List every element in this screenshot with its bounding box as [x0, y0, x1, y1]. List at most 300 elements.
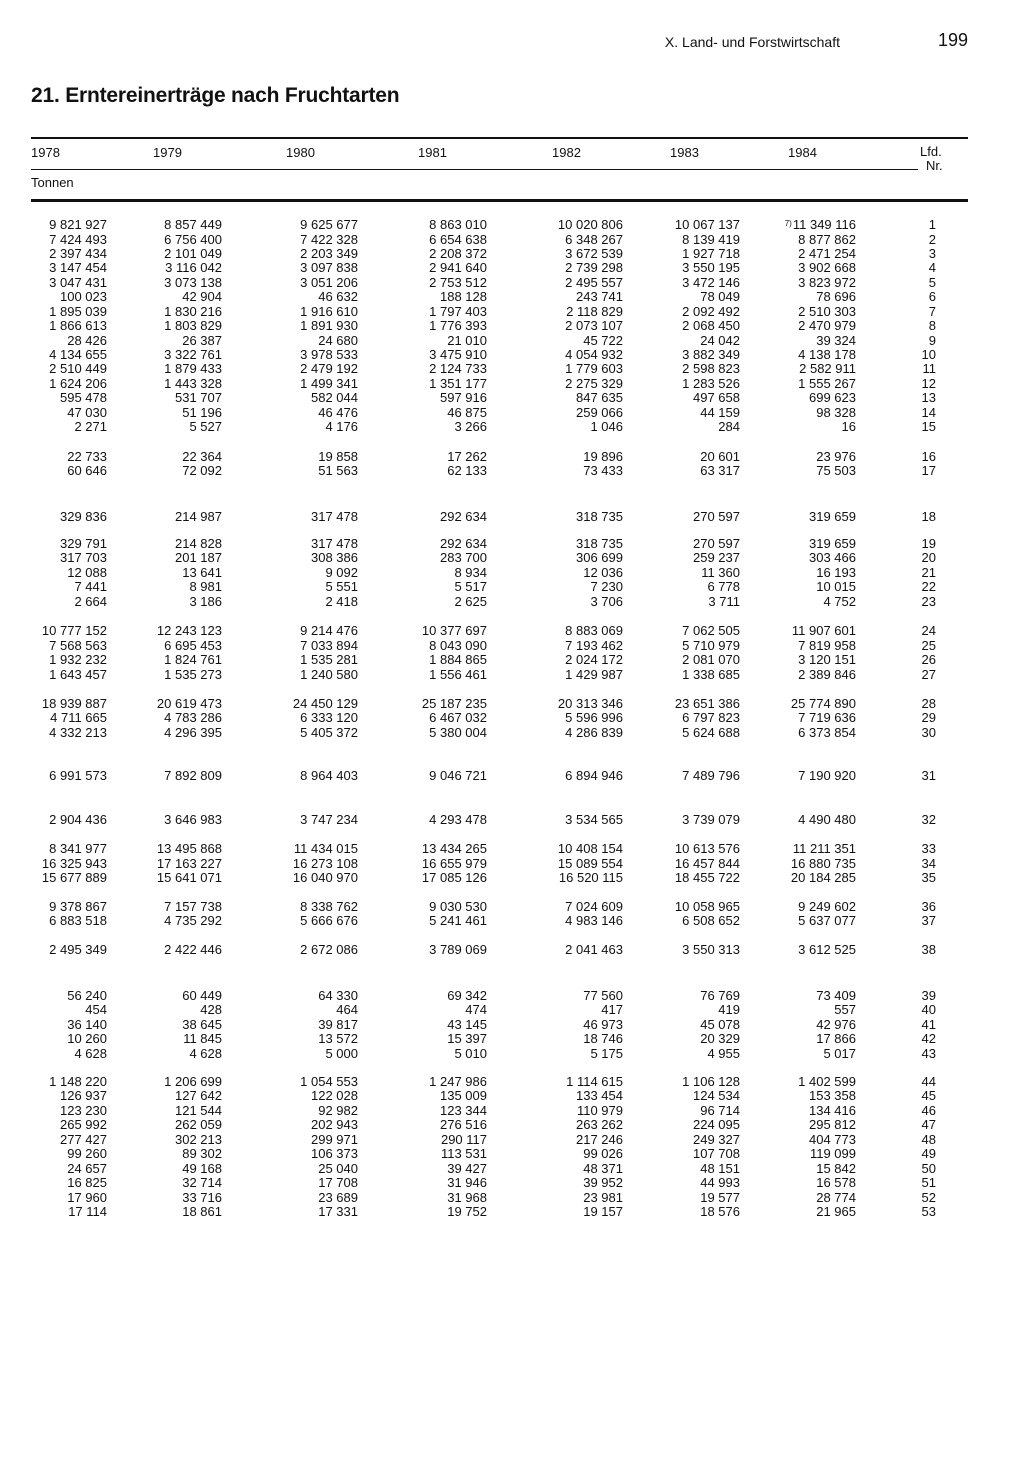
- cell-value: 4 711 665: [50, 710, 107, 725]
- table-cell-1980: [318, 334, 358, 348]
- table-cell-1983: [682, 653, 740, 667]
- table-cell-1984: [799, 362, 856, 376]
- header-rule: [31, 169, 918, 170]
- cell-value: 123 230: [60, 1103, 107, 1118]
- cell-value: 13 434 265: [421, 841, 487, 856]
- table-cell-1982: [558, 218, 623, 232]
- cell-value: 11 845: [183, 1031, 222, 1046]
- table-cell-1982: [565, 668, 623, 682]
- cell-value: 428: [200, 1002, 222, 1017]
- cell-value: 76 769: [700, 988, 740, 1003]
- cell-value: 16 825: [67, 1175, 107, 1190]
- cell-value: 63 317: [700, 463, 740, 478]
- cell-value: 317 703: [60, 550, 107, 565]
- table-cell-1978: [49, 247, 107, 261]
- cell-value: 9 821 927: [49, 217, 107, 232]
- cell-value: 92 982: [318, 1103, 358, 1118]
- table-cell-1981: [429, 900, 487, 914]
- table-cell-1978: [74, 1047, 107, 1061]
- row-number: 45: [921, 1088, 936, 1103]
- table-cell-1982: [583, 1162, 623, 1176]
- cell-value: 19 896: [583, 449, 623, 464]
- cell-value: 319 659: [809, 509, 856, 524]
- column-header-1984: 1984: [788, 145, 817, 160]
- cell-value: 4 735 292: [164, 913, 222, 928]
- table-cell-1982: [565, 653, 623, 667]
- table-cell-1978: [49, 218, 107, 232]
- table-cell-1983: [682, 726, 740, 740]
- table-cell-1981: [454, 595, 487, 609]
- table-cell-1983: [682, 362, 740, 376]
- row-number: 35: [921, 870, 936, 885]
- cell-value: 224 095: [693, 1117, 740, 1132]
- cell-value: 24 657: [67, 1161, 107, 1176]
- table-cell-1983: [707, 1047, 740, 1061]
- table-cell-1981: [422, 842, 487, 856]
- cell-value: 25 187 235: [421, 696, 487, 711]
- cell-value: 39 817: [318, 1017, 358, 1032]
- cell-value: 7 719 636: [798, 710, 856, 725]
- unit-label: Tonnen: [31, 175, 74, 190]
- row-number: 30: [921, 725, 936, 740]
- row-number: 40: [921, 1002, 936, 1017]
- table-cell-1978: [67, 1176, 107, 1190]
- column-header-1980: 1980: [286, 145, 315, 160]
- cell-value: 7 422 328: [300, 232, 358, 247]
- cell-value: 417: [601, 1002, 623, 1017]
- cell-value: 303 466: [809, 550, 856, 565]
- cell-value: 12 036: [583, 565, 623, 580]
- cell-value: 3 739 079: [682, 812, 740, 827]
- cell-value: 3 097 838: [300, 260, 358, 275]
- table-cell-1982: [565, 377, 623, 391]
- cell-value: 64 330: [318, 988, 358, 1003]
- table-cell-1980: [325, 595, 358, 609]
- cell-value: 51 196: [182, 405, 222, 420]
- table-cell-1978: [49, 726, 107, 740]
- cell-value: 39 952: [583, 1175, 623, 1190]
- table-cell-1984: [798, 261, 856, 275]
- cell-value: 16 325 943: [41, 856, 107, 871]
- cell-value: 16 273 108: [292, 856, 358, 871]
- cell-value: 2 753 512: [429, 275, 487, 290]
- cell-value: 17 114: [68, 1204, 107, 1219]
- cell-value: 3 646 983: [164, 812, 222, 827]
- table-cell-1982: [576, 406, 623, 420]
- table-cell-1982: [576, 510, 623, 524]
- cell-value: 6 333 120: [300, 710, 358, 725]
- table-cell-1983: [693, 1133, 740, 1147]
- cell-value: 6 508 652: [682, 913, 740, 928]
- table-cell-1979: [182, 989, 222, 1003]
- table-cell-1980: [336, 1003, 358, 1017]
- cell-value: 299 971: [311, 1132, 358, 1147]
- cell-value: 263 262: [576, 1117, 623, 1132]
- table-cell-1980: [311, 1147, 358, 1161]
- table-cell-1983: [675, 218, 740, 232]
- table-cell-1982: [576, 391, 623, 405]
- cell-value: 1 932 232: [49, 652, 107, 667]
- cell-value: 24 042: [700, 333, 740, 348]
- row-number: 13: [921, 390, 936, 405]
- cell-value: 20 184 285: [790, 870, 856, 885]
- row-number: 14: [921, 405, 936, 420]
- cell-value: 7 892 809: [164, 768, 222, 783]
- table-cell-1979: [175, 551, 222, 565]
- cell-value: 4 138 178: [798, 347, 856, 362]
- cell-value: 2 672 086: [300, 942, 358, 957]
- table-cell-1979: [164, 726, 222, 740]
- table-cell-1981: [429, 769, 487, 783]
- table-cell-1984: [791, 857, 856, 871]
- table-cell-1978: [68, 1205, 107, 1219]
- cell-value: 4 293 478: [429, 812, 487, 827]
- cell-value: 3 186: [189, 594, 222, 609]
- cell-value: 123 344: [440, 1103, 487, 1118]
- table-cell-1983: [700, 1176, 740, 1190]
- row-number: 19: [921, 536, 936, 551]
- cell-value: 329 836: [60, 509, 107, 524]
- table-cell-1980: [300, 319, 358, 333]
- cell-value: 2 397 434: [49, 246, 107, 261]
- table-cell-1979: [182, 1205, 222, 1219]
- table-cell-1982: [558, 697, 623, 711]
- cell-value: 46 476: [318, 405, 358, 420]
- table-cell-1983: [682, 348, 740, 362]
- cell-value: 7 190 920: [798, 768, 856, 783]
- table-cell-1983: [700, 1162, 740, 1176]
- cell-value: 9 030 530: [429, 899, 487, 914]
- cell-value: 19 157: [583, 1204, 623, 1219]
- cell-value: 1 054 553: [300, 1074, 358, 1089]
- table-cell-1980: [300, 943, 358, 957]
- cell-value: 6 695 453: [164, 638, 222, 653]
- table-cell-1980: [325, 420, 358, 434]
- cell-value: 2 510 449: [49, 361, 107, 376]
- cell-value: 1 824 761: [164, 652, 222, 667]
- table-cell-1983: [700, 464, 740, 478]
- table-cell-1983: [682, 624, 740, 638]
- cell-value: 1 106 128: [682, 1074, 740, 1089]
- cell-value: 106 373: [311, 1146, 358, 1161]
- table-cell-1980: [300, 726, 358, 740]
- table-cell-1979: [164, 769, 222, 783]
- table-cell-1982: [590, 1047, 623, 1061]
- table-cell-1982: [576, 1118, 623, 1132]
- cell-value: 292 634: [440, 509, 487, 524]
- table-cell-1978: [49, 668, 107, 682]
- cell-value: 16 578: [816, 1175, 856, 1190]
- cell-value: 9 249 602: [798, 899, 856, 914]
- cell-value: 119 099: [809, 1146, 856, 1161]
- row-number: 2: [928, 232, 936, 247]
- table-cell-1983: [682, 276, 740, 290]
- table-cell-1984: [798, 943, 856, 957]
- table-cell-1978: [49, 233, 107, 247]
- row-number: 6: [928, 289, 936, 304]
- table-cell-1983: [682, 261, 740, 275]
- cell-value: 16 655 979: [421, 856, 487, 871]
- cell-value: 107 708: [693, 1146, 740, 1161]
- cell-value: 2 471 254: [798, 246, 856, 261]
- table-cell-1979: [182, 450, 222, 464]
- cell-value: 7 157 738: [164, 899, 222, 914]
- cell-value: 1 776 393: [429, 318, 487, 333]
- row-number: 24: [921, 623, 936, 638]
- cell-value: 6 894 946: [565, 768, 623, 783]
- table-cell-1984: [798, 276, 856, 290]
- row-number: 46: [921, 1103, 936, 1118]
- table-cell-1983: [700, 1205, 740, 1219]
- table-cell-1979: [183, 1032, 222, 1046]
- cell-value: 1 206 699: [164, 1074, 222, 1089]
- cell-value: 9 378 867: [49, 899, 107, 914]
- row-number: 17: [921, 463, 936, 478]
- cell-value: 4 783 286: [164, 710, 222, 725]
- table-cell-1984: [816, 1191, 856, 1205]
- table-cell-1983: [693, 391, 740, 405]
- table-cell-1978: [49, 653, 107, 667]
- cell-value: 2 495 557: [565, 275, 623, 290]
- table-cell-1982: [583, 450, 623, 464]
- table-cell-1978: [60, 1133, 107, 1147]
- table-cell-1978: [60, 290, 107, 304]
- table-cell-1981: [429, 943, 487, 957]
- table-cell-1980: [325, 580, 358, 594]
- table-cell-1982: [583, 334, 623, 348]
- cell-value: 4 628: [189, 1046, 222, 1061]
- table-cell-1979: [164, 233, 222, 247]
- table-cell-1983: [682, 319, 740, 333]
- table-cell-1978: [60, 1089, 107, 1103]
- cell-value: 8 877 862: [798, 232, 856, 247]
- table-cell-1983: [675, 900, 740, 914]
- cell-value: 5 624 688: [682, 725, 740, 740]
- table-cell-1981: [447, 406, 487, 420]
- table-cell-1984: [798, 900, 856, 914]
- table-cell-1981: [422, 857, 487, 871]
- cell-value: 110 979: [576, 1103, 623, 1118]
- table-cell-1983: [700, 989, 740, 1003]
- table-cell-1978: [49, 639, 107, 653]
- cell-value: 1 895 039: [49, 304, 107, 319]
- table-cell-1978: [74, 595, 107, 609]
- cell-value: 1 535 281: [300, 652, 358, 667]
- cell-value: 283 700: [440, 550, 487, 565]
- table-cell-1980: [300, 914, 358, 928]
- cell-value: 2 495 349: [49, 942, 107, 957]
- table-cell-1983: [701, 566, 740, 580]
- table-cell-1982: [565, 261, 623, 275]
- cell-value: 1 429 987: [565, 667, 623, 682]
- cell-value: 16: [841, 419, 856, 434]
- table-cell-1982: [590, 595, 623, 609]
- cell-value: 22 733: [67, 449, 107, 464]
- cell-value: 113 531: [440, 1146, 487, 1161]
- table-cell-1984: [809, 1089, 856, 1103]
- cell-value: 135 009: [440, 1088, 487, 1103]
- cell-value: 46 973: [583, 1017, 623, 1032]
- table-cell-1980: [318, 406, 358, 420]
- cell-value: 597 916: [440, 390, 487, 405]
- table-cell-1982: [576, 537, 623, 551]
- cell-value: 6 654 638: [429, 232, 487, 247]
- table-cell-1984: [809, 537, 856, 551]
- table-cell-1978: [49, 813, 107, 827]
- cell-value: 4 286 839: [565, 725, 623, 740]
- row-number: 18: [921, 509, 936, 524]
- cell-value: 18 939 887: [41, 696, 107, 711]
- row-number: 11: [922, 361, 936, 376]
- table-cell-1979: [164, 348, 222, 362]
- cell-value: 26 387: [182, 333, 222, 348]
- table-cell-1980: [300, 305, 358, 319]
- cell-value: 124 534: [693, 1088, 740, 1103]
- row-number: 29: [921, 710, 936, 725]
- table-cell-1981: [447, 334, 487, 348]
- row-number: 50: [921, 1161, 936, 1176]
- table-cell-1980: [318, 1032, 358, 1046]
- row-number: 27: [921, 667, 936, 682]
- cell-value: 4 332 213: [49, 725, 107, 740]
- row-number: 47: [921, 1117, 936, 1132]
- cell-value: 4 955: [707, 1046, 740, 1061]
- cell-value: 1 866 613: [49, 318, 107, 333]
- cell-value: 46 875: [447, 405, 487, 420]
- cell-value: 8 981: [189, 579, 222, 594]
- table-cell-1983: [707, 580, 740, 594]
- table-cell-1978: [67, 566, 107, 580]
- cell-value: 46 632: [318, 289, 358, 304]
- cell-value: 3 266: [454, 419, 487, 434]
- row-number: 51: [921, 1175, 936, 1190]
- cell-value: 2 739 298: [565, 260, 623, 275]
- cell-value: 17 866: [816, 1031, 856, 1046]
- table-cell-1979: [182, 1018, 222, 1032]
- cell-value: 51 563: [318, 463, 358, 478]
- cell-value: 62 133: [447, 463, 487, 478]
- table-cell-1979: [164, 639, 222, 653]
- table-cell-1980: [318, 290, 358, 304]
- table-cell-1978: [74, 420, 107, 434]
- cell-value: 8 863 010: [429, 217, 487, 232]
- cell-value: 8 883 069: [565, 623, 623, 638]
- table-cell-1981: [429, 276, 487, 290]
- cell-value: 265 992: [60, 1117, 107, 1132]
- table-cell-1978: [49, 900, 107, 914]
- cell-value: 153 358: [809, 1088, 856, 1103]
- table-cell-1984: [809, 1133, 856, 1147]
- cell-value: 290 117: [440, 1132, 487, 1147]
- cell-value: 7 033 894: [300, 638, 358, 653]
- cell-value: 6 373 854: [798, 725, 856, 740]
- table-cell-1979: [182, 1162, 222, 1176]
- table-cell-1978: [49, 261, 107, 275]
- table-cell-1984: [798, 233, 856, 247]
- table-cell-1979: [182, 1191, 222, 1205]
- row-number: 37: [921, 913, 936, 928]
- cell-value: 3 706: [590, 594, 623, 609]
- cell-value: 18 746: [583, 1031, 623, 1046]
- cell-value: 2 470 979: [798, 318, 856, 333]
- table-cell-1984: [798, 639, 856, 653]
- cell-value: 77 560: [583, 988, 623, 1003]
- cell-value: 10 015: [816, 579, 856, 594]
- row-number: 48: [921, 1132, 936, 1147]
- table-cell-1979: [175, 537, 222, 551]
- cell-value: 23 689: [318, 1190, 358, 1205]
- table-cell-1978: [85, 1003, 107, 1017]
- cell-value: 5 380 004: [429, 725, 487, 740]
- cell-value: 582 044: [311, 390, 358, 405]
- table-cell-1978: [49, 943, 107, 957]
- cell-value: 21 010: [447, 333, 487, 348]
- table-cell-1984: [816, 450, 856, 464]
- table-cell-1984: [798, 1075, 856, 1089]
- table-cell-1982: [558, 842, 623, 856]
- table-cell-1982: [566, 1075, 623, 1089]
- table-cell-1979: [164, 900, 222, 914]
- cell-value: 43 145: [447, 1017, 487, 1032]
- table-cell-1981: [429, 711, 487, 725]
- cell-value: 6 778: [707, 579, 740, 594]
- table-cell-1984: [816, 1205, 856, 1219]
- table-cell-1984: [785, 218, 856, 232]
- table-cell-1980: [300, 276, 358, 290]
- table-cell-1983: [682, 247, 740, 261]
- cell-value: 3 823 972: [798, 275, 856, 290]
- table-cell-1980: [311, 510, 358, 524]
- table-cell-1983: [682, 1075, 740, 1089]
- cell-value: 1 803 829: [164, 318, 222, 333]
- table-cell-1982: [565, 319, 623, 333]
- table-cell-1981: [441, 1147, 487, 1161]
- table-cell-1984: [816, 1032, 856, 1046]
- table-cell-1984: [816, 580, 856, 594]
- table-cell-1981: [447, 464, 487, 478]
- footnote-marker: 7): [784, 219, 792, 228]
- table-cell-1980: [311, 391, 358, 405]
- cell-value: 15 677 889: [41, 870, 107, 885]
- page-number: 199: [937, 30, 968, 50]
- cell-value: 7 024 609: [565, 899, 623, 914]
- table-cell-1984: [816, 1162, 856, 1176]
- table-cell-1979: [189, 1047, 222, 1061]
- table-cell-1978: [67, 334, 107, 348]
- table-cell-1984: [809, 510, 856, 524]
- cell-value: 302 213: [175, 1132, 222, 1147]
- cell-value: 284: [718, 419, 740, 434]
- table-cell-1982: [576, 290, 623, 304]
- table-cell-1982: [565, 276, 623, 290]
- cell-value: 464: [336, 1002, 358, 1017]
- table-cell-1980: [294, 842, 358, 856]
- cell-value: 25 040: [318, 1161, 358, 1176]
- cell-value: 2 118 829: [566, 304, 623, 319]
- table-cell-1981: [429, 813, 487, 827]
- table-cell-1983: [682, 813, 740, 827]
- cell-value: 319 659: [809, 536, 856, 551]
- running-head: X. Land- und Forstwirtschaft: [664, 34, 840, 50]
- table-title: 21. Erntereinerträge nach Fruchtarten: [31, 84, 400, 107]
- cell-value: 202 943: [311, 1117, 358, 1132]
- cell-value: 3 472 146: [682, 275, 740, 290]
- cell-value: 306 699: [576, 550, 623, 565]
- row-number-header-line-2: Nr.: [926, 158, 943, 173]
- cell-value: 277 427: [60, 1132, 107, 1147]
- table-cell-1983: [700, 290, 740, 304]
- table-cell-1984: [816, 406, 856, 420]
